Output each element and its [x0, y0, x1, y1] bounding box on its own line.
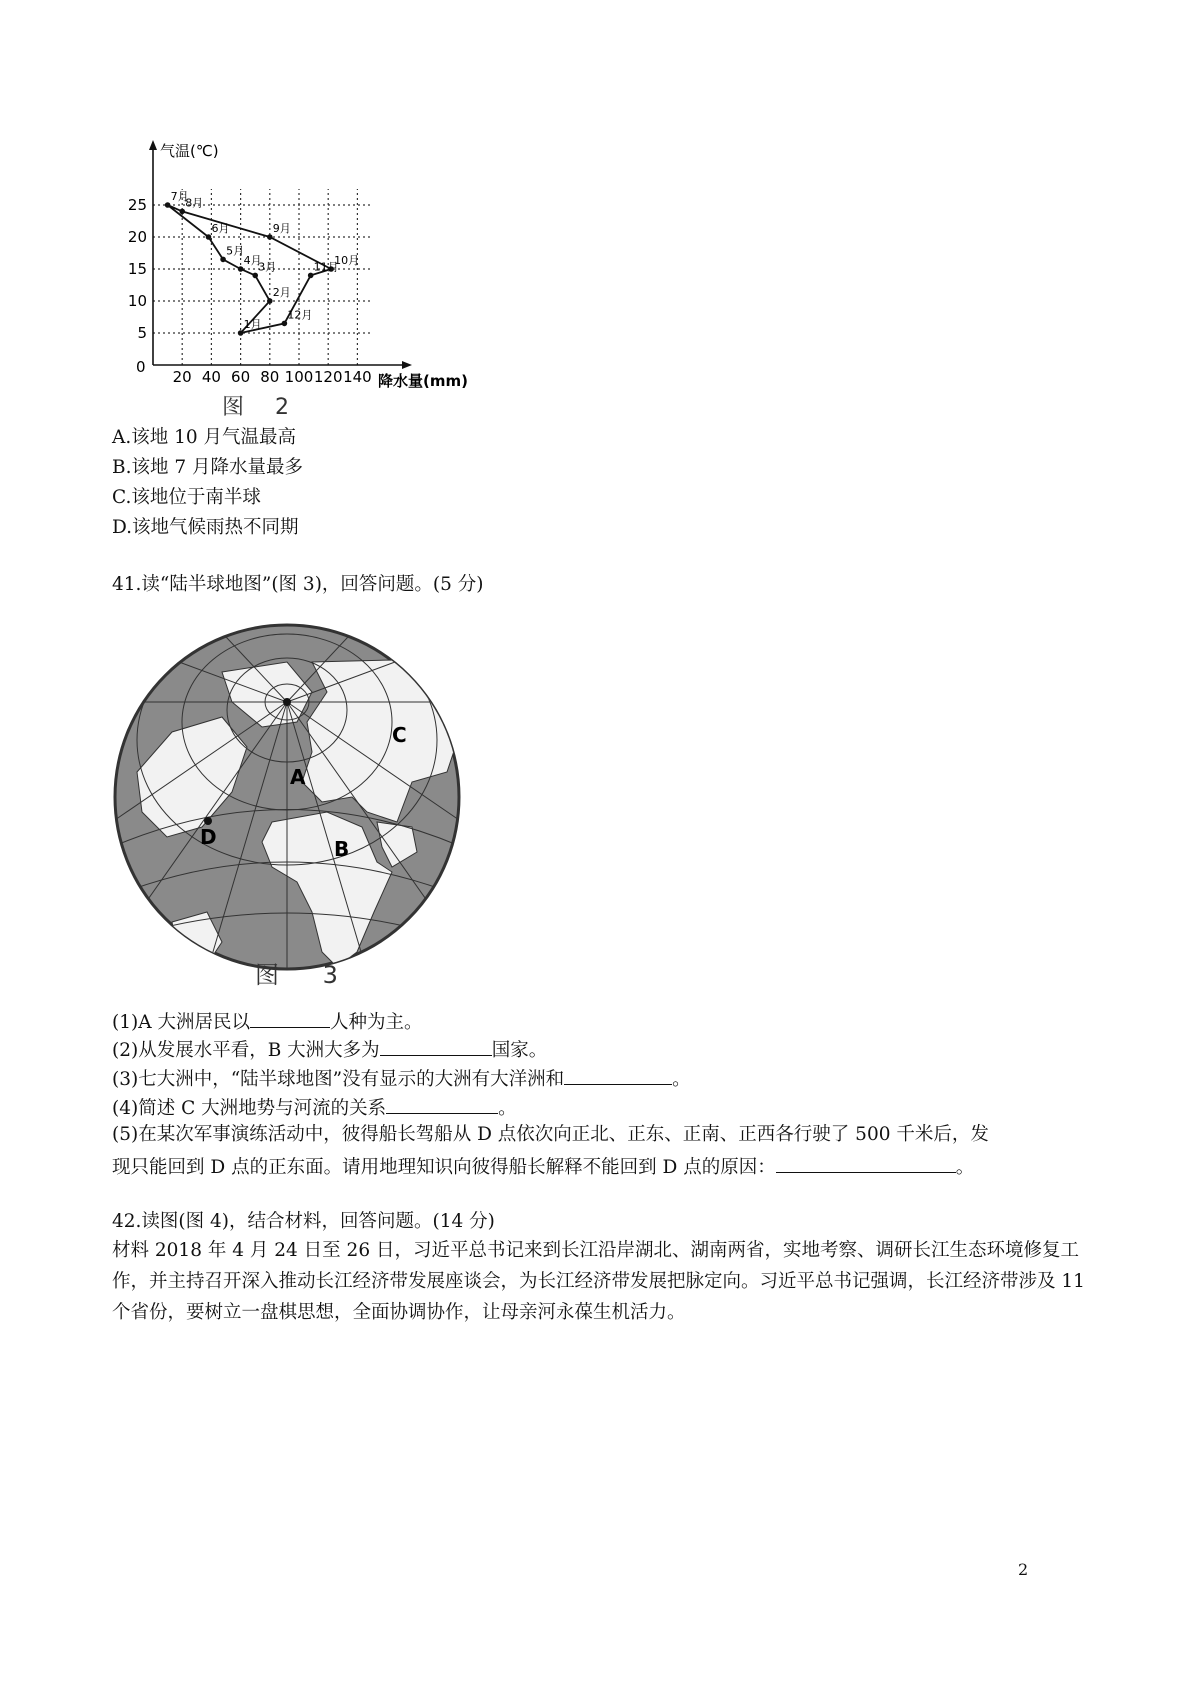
option-c: C.该地位于南半球 — [112, 487, 261, 508]
map-label-a: A — [290, 765, 306, 789]
answer-blank-5[interactable] — [776, 1154, 956, 1173]
data-point — [238, 330, 244, 336]
y-tick-label: 20 — [127, 228, 147, 246]
map-label-c: C — [392, 723, 407, 747]
y-tick-label: 5 — [137, 324, 147, 342]
page-number: 2 — [1018, 1560, 1029, 1579]
answer-blank-2[interactable] — [380, 1037, 492, 1056]
data-point-label: 7月 — [170, 190, 189, 203]
data-point-label: 1月 — [243, 318, 262, 331]
x-tick-label: 100 — [284, 368, 314, 386]
origin-label: 0 — [136, 358, 146, 376]
y-tick-label: 15 — [127, 260, 147, 278]
data-point-label: 8月 — [185, 196, 204, 210]
climate-chart — [120, 130, 500, 420]
q41-item-5-line2 — [112, 1154, 974, 1180]
data-point — [179, 209, 185, 215]
chart-plot-area — [128, 140, 412, 386]
q41-item-3 — [112, 1066, 691, 1092]
x-axis-label: 降水量(mm) — [378, 372, 468, 390]
x-tick-label: 140 — [343, 368, 372, 386]
data-point — [267, 298, 273, 304]
figure2-caption: 图 2 — [222, 395, 301, 420]
data-point-label: 5月 — [226, 244, 245, 258]
data-point — [267, 234, 273, 240]
q41-item-5-text: 现只能回到 D 点的正东面。请用地理知识向彼得船长解释不能回到 D 点的原因： — [112, 1157, 776, 1178]
answer-blank-3[interactable] — [564, 1066, 672, 1085]
q41-item-3-suffix: 。 — [672, 1069, 691, 1090]
q41-item-2 — [112, 1037, 547, 1063]
x-tick-label: 20 — [172, 368, 192, 386]
land-hemisphere-map — [112, 622, 462, 972]
q41-item-4 — [112, 1095, 517, 1121]
map-point-d — [204, 817, 212, 825]
y-axis-label: 气温(℃) — [160, 142, 219, 160]
data-point — [238, 266, 244, 272]
q41-item-2-text: (2)从发展水平看，B 大洲大多为 — [112, 1040, 380, 1061]
y-tick-label: 10 — [127, 292, 147, 310]
answer-blank-1[interactable] — [250, 1009, 330, 1028]
data-point-label: 10月 — [334, 254, 360, 267]
map-label-b: B — [334, 837, 350, 861]
x-axis-arrow — [402, 361, 412, 369]
data-point — [220, 257, 226, 263]
option-b: B.该地 7 月降水量最多 — [112, 457, 304, 478]
answer-blank-4[interactable] — [386, 1095, 498, 1114]
map-label-d: D — [200, 825, 217, 849]
data-point-label: 12月 — [287, 308, 313, 322]
data-point — [308, 273, 314, 279]
data-point — [165, 202, 171, 208]
q41-item-4-text: (4)简述 C 大洲地势与河流的关系 — [112, 1098, 387, 1119]
x-tick-label: 60 — [231, 368, 251, 386]
data-point — [206, 234, 212, 240]
y-tick-label: 25 — [127, 196, 147, 214]
q41-item-4-suffix: 。 — [498, 1098, 517, 1119]
data-point — [252, 273, 258, 279]
data-point-label: 11月 — [313, 260, 339, 274]
data-point-label: 6月 — [211, 222, 230, 235]
data-point — [282, 321, 288, 327]
data-point-label: 3月 — [258, 260, 277, 274]
option-a: A.该地 10 月气温最高 — [112, 427, 297, 448]
data-point-label: 4月 — [243, 254, 262, 267]
y-axis-arrow — [149, 140, 157, 150]
q41-item-2-suffix: 国家。 — [491, 1040, 548, 1061]
x-tick-label: 40 — [201, 368, 221, 386]
q41-item-5-line1: (5)在某次军事演练活动中，彼得船长驾船从 D 点依次向正北、正东、正南、正西各行驶了 500 千米后，发 — [112, 1124, 989, 1145]
q41-item-5-suffix: 。 — [955, 1157, 975, 1178]
q41-item-1-suffix: 人种为主。 — [329, 1012, 423, 1033]
x-tick-label: 80 — [260, 368, 280, 386]
x-tick-label: 120 — [313, 368, 343, 386]
q41-item-1-text: (1)A 大洲居民以 — [112, 1012, 250, 1033]
option-d: D.该地气候雨热不同期 — [112, 517, 299, 538]
q41-item-1 — [112, 1009, 422, 1035]
data-point-label: 2月 — [272, 286, 291, 299]
q42-material: 材料 2018 年 4 月 24 日至 26 日，习近平总书记来到长江沿岸湖北、湖南两省，实地考察、调研长江生态环境修复工作，并主持召开深入推动长江经济带发展座谈会，为长江经济带发展把脉定向。习近平总书记强调，长江经济带涉及 11 个省份，要树立一盘棋思想，全面协调协作，让母亲河永葆生机活力。 — [112, 1240, 1085, 1323]
figure3-caption: 图 3 — [255, 961, 356, 989]
q42-title: 42.读图(图 4)，结合材料，回答问题。(14 分) — [112, 1211, 495, 1232]
q41-title: 41.读“陆半球地图”(图 3)，回答问题。(5 分) — [112, 574, 484, 595]
q41-item-3-text: (3)七大洲中，“陆半球地图”没有显示的大洲有大洋洲和 — [112, 1069, 565, 1090]
data-point-label: 9月 — [272, 222, 291, 235]
